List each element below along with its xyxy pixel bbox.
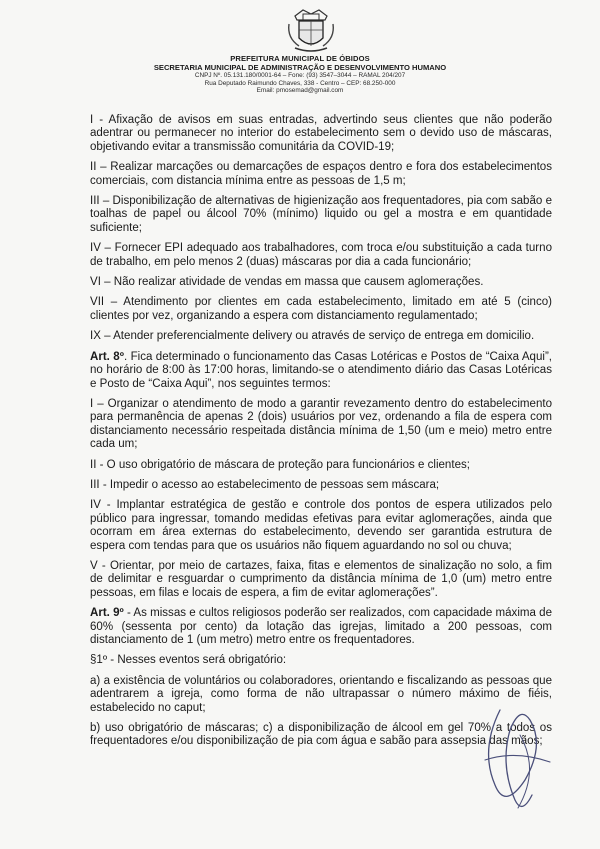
paragraph-text: IV – Fornecer EPI adequado aos trabalhadores, com troca e/ou substituição a cada turno de trabalho, em pelo menos 2 (duas) máscaras por dia a cada funcionário;	[90, 242, 552, 268]
paragraph	[90, 459, 552, 472]
paragraph	[90, 161, 552, 188]
paragraph-text: IV - Implantar estratégica de gestão e controle dos pontos de espera utilizados pelo público para ingressar, tomando medidas efetivas para evitar aglomerações, ainda que ocorram em área externas do estabelecimento, devendo ser garantida estrutura de espera com tendas para que os usuários não fiquem aguardando no sol ou chuva;	[90, 499, 552, 552]
paragraph	[90, 276, 552, 289]
paragraph-text: VII – Atendimento por clientes em cada estabelecimento, limitado em até 5 (cinco) clientes por vez, organizando a espera com distanciamento regulamentado;	[90, 296, 552, 322]
paragraph-lead: Art. 9º	[90, 607, 124, 620]
paragraph-lead: Art. 8º	[90, 350, 124, 363]
municipal-coat-of-arms-icon	[285, 8, 337, 54]
paragraph-text: III - Impedir o acesso ao estabelecimento de pessoas sem máscara;	[90, 478, 440, 491]
paragraph-text: a) a existência de voluntários ou colaboradores, orientando e fiscalizando as pessoas que adentrarem a igreja, como forma de não ultrapassar o número máximo de fiéis, estabelecido no caput;	[90, 674, 552, 714]
paragraph-text: . Fica determinado o funcionamento das Casas Lotéricas e Postos de “Caixa Aqui”, no horário de 8:00 às 17:00 horas, limitando-se o atendimento diário das Casas Lotéricas e Posto de “Caixa Aqui”, nos seguintes termos:	[90, 350, 553, 390]
paragraph-text: II - O uso obrigatório de máscara de proteção para funcionários e clientes;	[90, 458, 470, 471]
document-body	[90, 114, 552, 756]
letterhead-dept: SECRETARIA MUNICIPAL DE ADMINISTRAÇÃO E DESENVOLVIMENTO HUMANO	[153, 62, 447, 72]
paragraph-text: I - Afixação de avisos em suas entradas, advertindo seus clientes que não poderão adentrar ou permanecer no interior do estabelecimento sem o devido uso de máscaras, objetivando evitar a transmissão comunitária da COVID-19;	[90, 114, 552, 153]
paragraph-text: - As missas e cultos religiosos poderão ser realizados, com capacidade máxima de 60% (sessenta por cento) da lotação das igrejas, limitado a 200 pessoas, com distanciamento de 1 (um metro) metro entre os frequentadores.	[90, 607, 552, 646]
paragraph	[90, 479, 552, 492]
handwritten-signature	[470, 690, 560, 820]
paragraph	[90, 114, 552, 154]
paragraph	[90, 296, 552, 323]
paragraph-text: I – Organizar o atendimento de modo a garantir revezamento dentro do estabelecimento para permanência de apenas 2 (dois) usuários por vez, ordenando a fila de espera com distanciamento necessário respeitada distância mínima de 1,50 (um e meio) metro entre cada um;	[90, 397, 552, 451]
paragraph	[90, 560, 552, 600]
letterhead-email: Email: pmosemad@gmail.com	[256, 87, 344, 95]
paragraph	[90, 195, 552, 235]
paragraph-text: II – Realizar marcações ou demarcações de espaços dentro e fora dos estabelecimentos comerciais, com distancia mínima entre as pessoas de 1,5 m;	[90, 161, 552, 187]
letterhead-org: PREFEITURA MUNICIPAL DE ÓBIDOS	[230, 54, 370, 63]
paragraph-text: V - Orientar, por meio de cartazes, faixa, fitas e elementos de sinalização no solo, a fim de delimitar e resguardar o cumprimento da distância mínima de 1,0 (um) metro entre pessoas, em filas e locais de espera, a fim de evitar aglomerações”.	[90, 559, 552, 599]
paragraph-text: IX – Atender preferencialmente delivery ou através de serviço de entrega em domicilio.	[90, 330, 535, 343]
paragraph-text: b) uso obrigatório de máscaras; c) a disponibilização de álcool em gel 70% a todos os frequentadores e/ou disponibilização de pia com água e sabão para assepsia das mãos;	[90, 722, 552, 748]
letterhead-address: Rua Deputado Raimundo Chaves, 338 - Centro – CEP: 68.250-000	[204, 79, 396, 87]
paragraph	[90, 351, 552, 391]
letterhead	[0, 55, 600, 95]
paragraph	[90, 242, 552, 269]
paragraph	[90, 398, 552, 452]
paragraph-text: VI – Não realizar atividade de vendas em massa que causem aglomerações.	[90, 276, 484, 289]
paragraph	[90, 654, 552, 667]
paragraph	[90, 607, 552, 647]
paragraph-text: III – Disponibilização de alternativas de higienização aos frequentadores, pia com sabão e toalhas de papel ou álcool 70% (mínimo) liquido ou gel a mostra e em quantidade suficiente;	[90, 195, 552, 234]
paragraph	[90, 330, 552, 343]
paragraph	[90, 499, 552, 553]
letterhead-cnpj: CNPJ Nº. 05.131.180/0001-64 – Fone: (93) 3547–3044 – RAMAL 204/207	[194, 72, 406, 80]
paragraph-text: §1º - Nesses eventos será obrigatório:	[90, 654, 287, 667]
